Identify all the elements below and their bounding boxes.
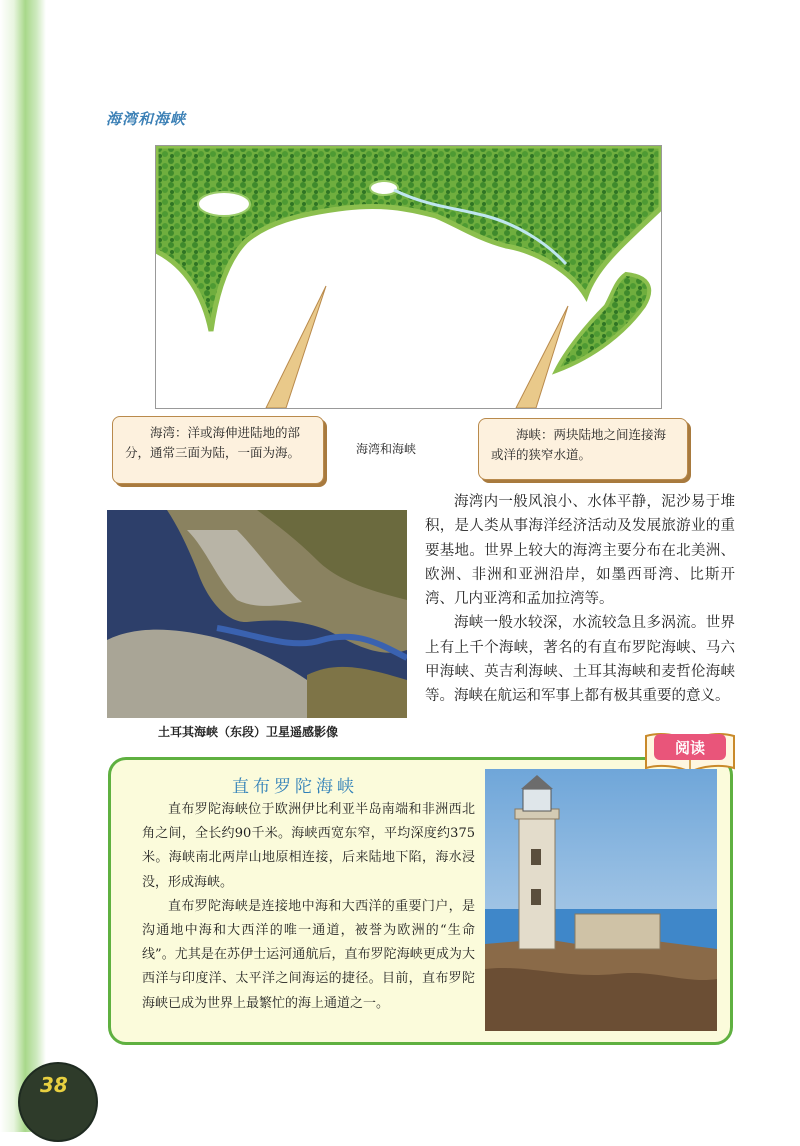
- strait-paragraph: 海峡一般水较深，水流较急且多涡流。世界上有上千个海峡，著名的有直布罗陀海峡、马六甲海峡、英吉利海峡、土耳其海峡和麦哲伦海峡等。海峡在航运和军事上都有极其重要的意义。: [425, 615, 735, 705]
- bay-definition-callout: [112, 416, 324, 484]
- section-heading: 海湾和海峡: [106, 110, 187, 128]
- strait-definition-callout: 海峡：两块陆地之间连接海或洋的狭窄水道。: [478, 418, 688, 480]
- page-number: 38: [40, 1073, 68, 1097]
- satellite-caption: 土耳其海峡（东段）卫星遥感影像: [158, 725, 339, 739]
- reading-paragraph-1: 直布罗陀海峡位于欧洲伊比利亚半岛南端和非洲西北角之间，全长约90千米。海峡西宽东窄，平均深度约375米。海峡南北两岸山地原相连接，后来陆地下陷，海水浸没，形成海峡。: [142, 802, 475, 890]
- bay-strait-illustration: [155, 145, 662, 409]
- map-caption: 海湾和海峡: [356, 442, 417, 456]
- lighthouse-photo: [485, 769, 717, 1031]
- bay-paragraph: 海湾内一般风浪小、水体平静，泥沙易于堆积，是人类从事海洋经济活动及发展旅游业的重要基地。世界上较大的海湾主要分布在北美洲、欧洲、非洲和亚洲沿岸，如墨西哥湾、比斯开湾、几内亚湾和孟加拉湾等。: [425, 494, 735, 608]
- main-body-text: [425, 490, 735, 709]
- reading-badge-label: 阅读: [674, 739, 706, 757]
- reading-title: 直布罗陀海峡: [232, 777, 358, 797]
- page-margin-stripe: [0, 0, 46, 1132]
- satellite-image: [107, 510, 407, 718]
- bay-definition-text: 海湾：洋或海伸进陆地的部分，通常三面为陆，一面为海。: [125, 425, 301, 460]
- reading-paragraph-2: 直布罗陀海峡是连接地中海和大西洋的重要门户，是沟通地中海和大西洋的唯一通道，被誉为欧洲的“生命线”。尤其是在苏伊士运河通航后，直布罗陀海峡更成为大西洋与印度洋、太平洋之间海运的捷径。目前，直布罗陀海峡已成为世界上最繁忙的海上通道之一。: [142, 898, 475, 1011]
- reading-text: [142, 798, 475, 1016]
